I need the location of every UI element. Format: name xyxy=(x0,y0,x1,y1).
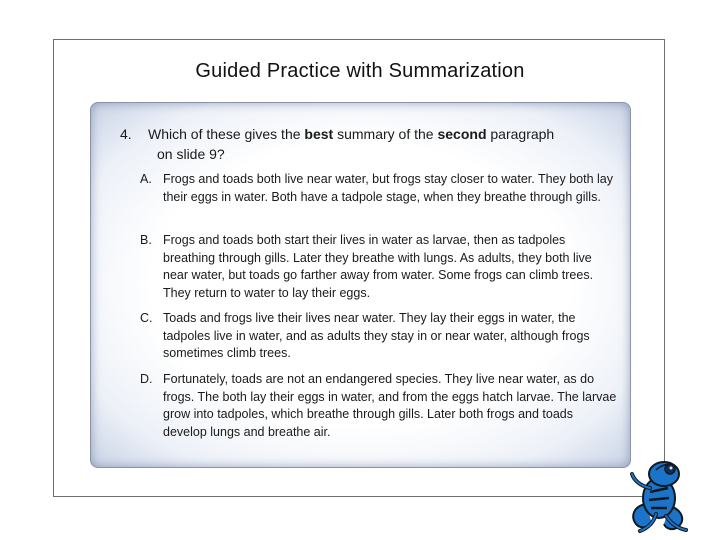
slide-title: Guided Practice with Summarization xyxy=(195,60,525,82)
answer-letter: A. xyxy=(140,172,152,186)
answer-option-b[interactable] xyxy=(140,232,618,302)
question-text-part: summary of the xyxy=(333,126,438,142)
answer-text: Fortunately, toads are not an endangered species. They live near water, as do frogs. The both lay their eggs in water, and from the eggs hatch larvae. The larvae grow into tadpoles, which breathe through gills. Later both frogs and toads develop lungs and breathe air. xyxy=(163,372,617,439)
answer-text: Frogs and toads both start their lives in water as larvae, then as tadpoles breathing through gills. Later they breathe with lungs. As adults, they both live near water, but toads go farther away from water. Some frogs can climb trees. They return to water to lay their eggs. xyxy=(163,233,594,300)
answer-option-d[interactable] xyxy=(140,371,618,441)
question-text-part: paragraph xyxy=(486,126,555,142)
question-text-part: Which of these gives the xyxy=(148,126,305,142)
answer-letter: B. xyxy=(140,233,152,247)
answer-letter: D. xyxy=(140,372,153,386)
question-emphasis-second: second xyxy=(437,126,487,142)
answer-option-c[interactable] xyxy=(140,310,618,363)
answer-option-a[interactable] xyxy=(140,171,618,206)
question-text-continued: on slide 9? xyxy=(157,146,225,162)
answer-text: Frogs and toads both live near water, but frogs stay closer to water. They both lay their eggs in water. Both have a tadpole stage, when they breathe through gills. xyxy=(163,172,614,204)
question-number: 4. xyxy=(120,126,132,142)
answer-letter: C. xyxy=(140,311,153,325)
question-emphasis-best: best xyxy=(304,126,334,142)
question-text xyxy=(148,124,620,164)
question xyxy=(120,124,620,164)
answer-text: Toads and frogs live their lives near water. They lay their eggs in water, the tadpoles live in water, and as adults they stay in or near water, although frogs sometimes climb trees. xyxy=(163,311,590,360)
frog-icon xyxy=(626,452,696,534)
